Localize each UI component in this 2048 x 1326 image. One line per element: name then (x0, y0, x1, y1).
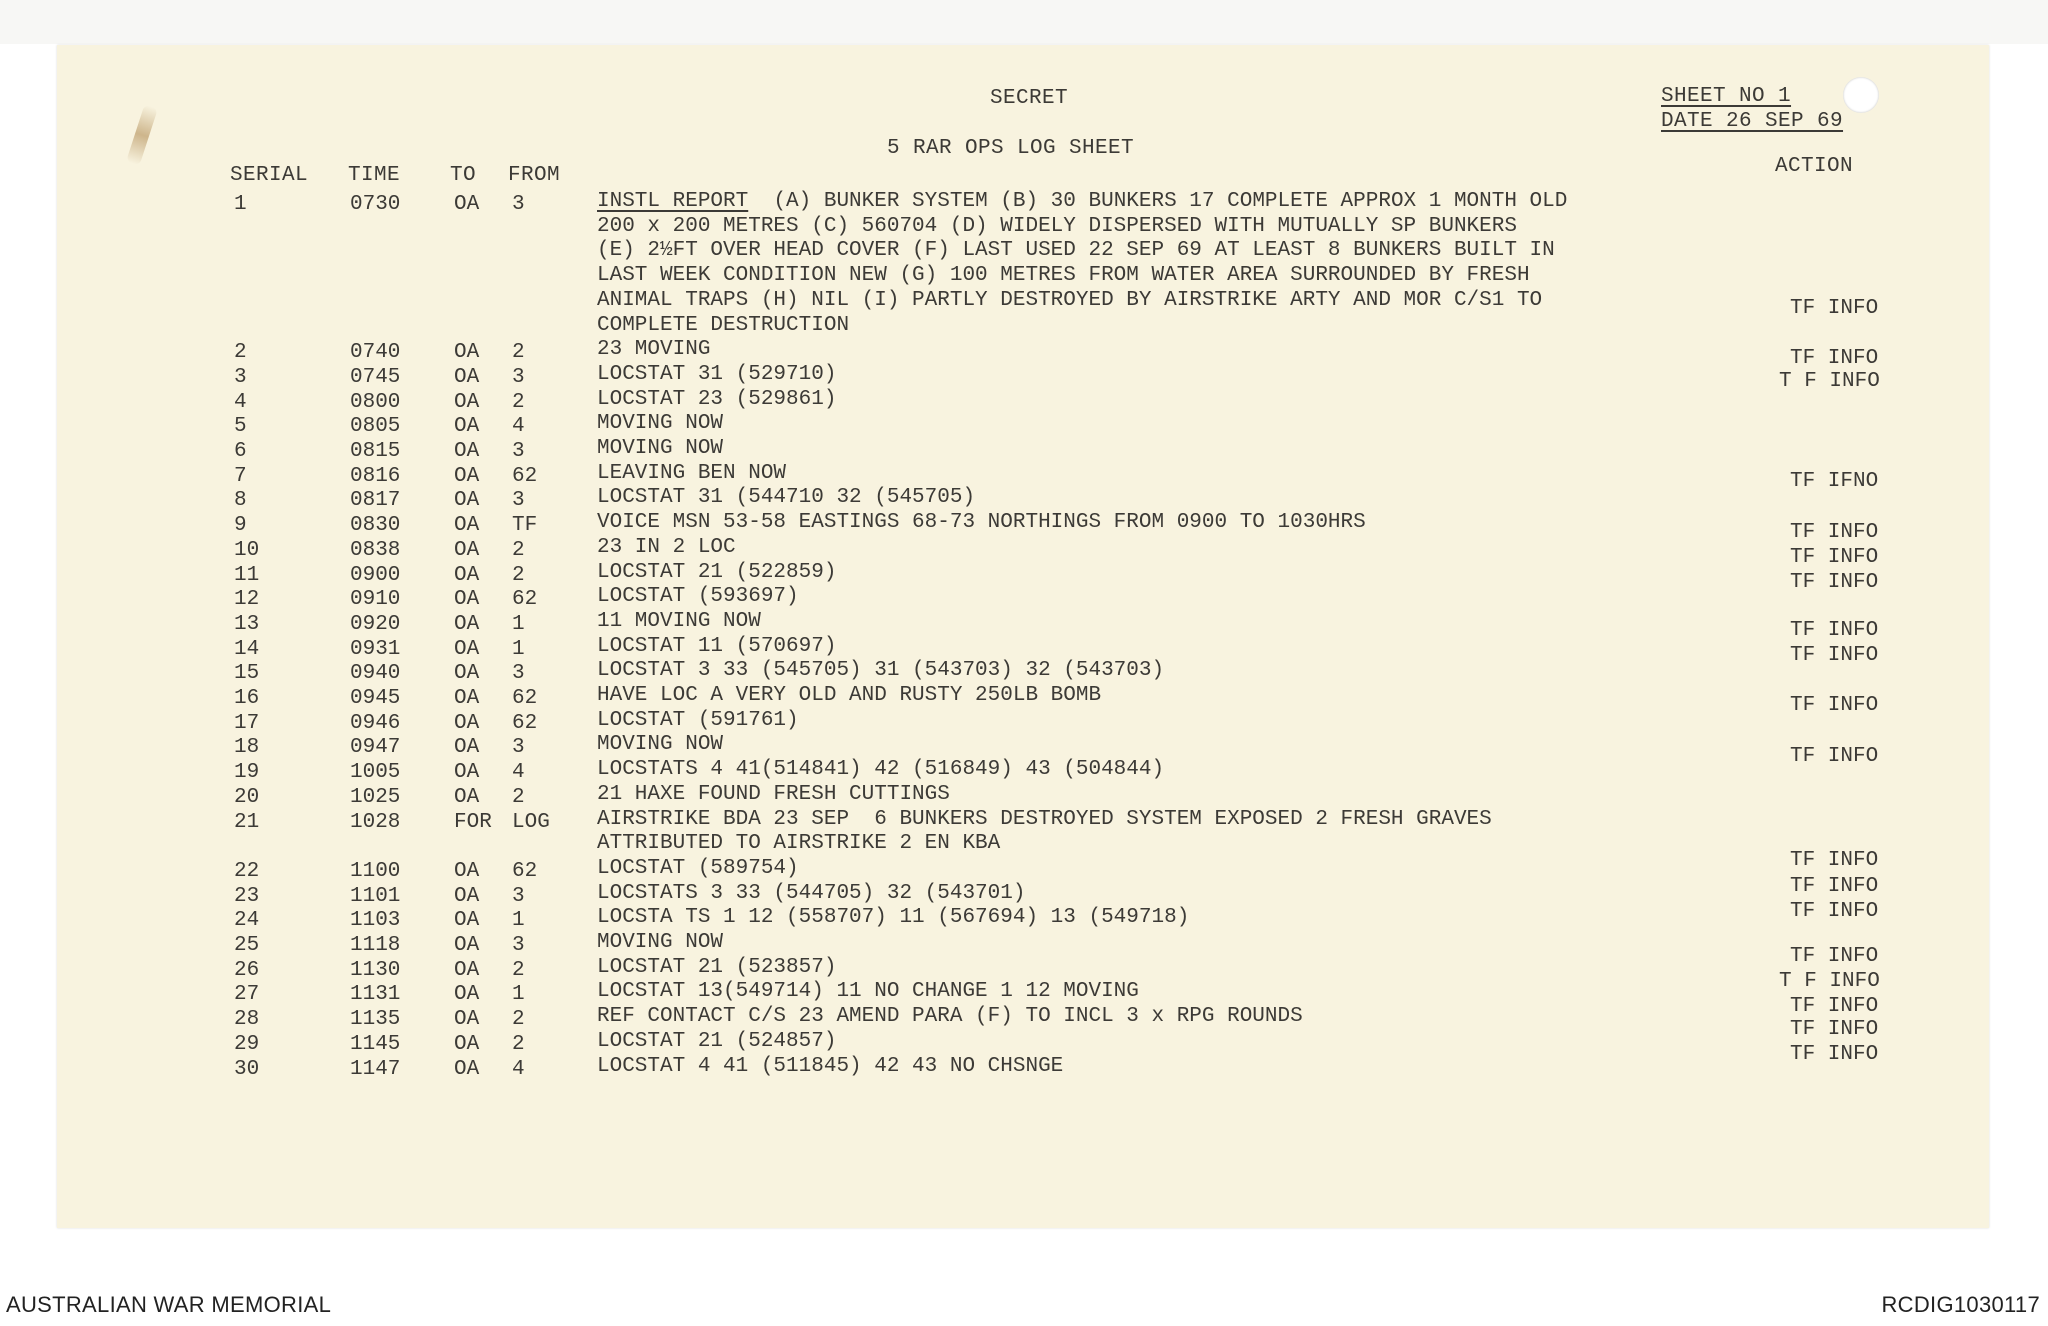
log-time: 0940 (350, 662, 401, 686)
log-from: 2 (512, 390, 525, 414)
log-message-line: 23 MOVING (597, 338, 711, 362)
log-time: 0945 (350, 687, 401, 710)
log-to: OA (454, 341, 480, 365)
log-message-line: HAVE LOC A VERY OLD AND RUSTY 250LB BOMB (597, 684, 1102, 707)
log-to: OA (454, 983, 480, 1007)
action-entry: TF INFO (1790, 297, 1879, 320)
log-serial: 6 (234, 440, 247, 463)
log-to: OA (454, 736, 480, 760)
log-serial: 26 (234, 958, 260, 982)
log-to: OA (454, 785, 480, 809)
log-from: 2 (512, 1008, 525, 1032)
log-serial: 2 (234, 341, 247, 365)
log-to: OA (454, 612, 480, 636)
log-message-line: (E) 2½FT OVER HEAD COVER (F) LAST USED 22 SEP 69 AT LEAST 8 BUNKERS BUILT IN (597, 239, 1555, 263)
log-to: OA (454, 415, 480, 439)
top-strip (0, 0, 2048, 44)
log-serial: 19 (234, 761, 260, 785)
log-to: OA (454, 489, 480, 513)
log-from: 3 (512, 365, 525, 389)
action-entry: TF INFO (1790, 619, 1879, 642)
log-to: OA (454, 1008, 480, 1032)
log-message-line: ANIMAL TRAPS (H) NIL (I) PARTLY DESTROYED BY AIRSTRIKE ARTY AND MOR C/S1 TO (597, 288, 1543, 312)
log-to: OA (454, 514, 480, 538)
log-message-line: LOCSTAT 11 (570697) (597, 634, 837, 658)
footer-institution: AUSTRALIAN WAR MEMORIAL (6, 1292, 332, 1317)
log-message-line: LOCSTAT 4 41 (511845) 42 43 NO CHSNGE (597, 1054, 1064, 1078)
log-from: 1 (512, 637, 525, 661)
log-serial: 4 (234, 390, 247, 414)
log-message-line: LAST WEEK CONDITION NEW (G) 100 METRES FROM WATER AREA SURROUNDED BY FRESH (597, 264, 1530, 288)
log-sheet-paper (57, 45, 1989, 1228)
log-from: 3 (512, 193, 525, 216)
document-title: 5 RAR OPS LOG SHEET (887, 137, 1135, 160)
action-entry: TF INFO (1790, 945, 1879, 968)
log-time: 0745 (350, 365, 401, 389)
log-message-line: MOVING NOW (597, 412, 724, 436)
log-from: 3 (512, 662, 525, 686)
log-serial: 5 (234, 415, 247, 439)
log-message-line: LOCSTAT 13(549714) 11 NO CHANGE 1 12 MOVING (597, 980, 1139, 1004)
action-entry: TF INFO (1790, 644, 1879, 667)
log-message-line: MOVING NOW (597, 437, 724, 460)
log-serial: 22 (234, 859, 260, 883)
log-from: 2 (512, 785, 525, 809)
log-message-line: LEAVING BEN NOW (597, 461, 787, 485)
log-to: OA (454, 588, 480, 612)
log-time: 1025 (350, 785, 401, 809)
log-from: 1 (512, 612, 525, 636)
log-time: 0817 (350, 489, 401, 513)
log-message-line: LOCSTA TS 1 12 (558707) 11 (567694) 13 (549718) (597, 906, 1190, 930)
log-serial: 8 (234, 489, 247, 513)
log-to: OA (454, 390, 480, 414)
log-to: OA (454, 1057, 480, 1081)
log-message-line: LOCSTAT 21 (522859) (597, 560, 837, 584)
log-to: OA (454, 884, 480, 908)
log-message-line: LOCSTAT (593697) (597, 585, 799, 609)
log-from: 62 (512, 588, 538, 612)
log-time: 0730 (350, 193, 401, 216)
log-serial: 16 (234, 687, 260, 710)
log-message-line: LOCSTAT (591761) (597, 708, 799, 732)
log-to: OA (454, 464, 480, 488)
log-message-line: ATTRIBUTED TO AIRSTRIKE 2 EN KBA (597, 832, 1001, 856)
log-serial: 18 (234, 736, 260, 760)
log-message-line: 11 MOVING NOW (597, 609, 761, 633)
log-time: 0800 (350, 390, 401, 414)
action-entry: TF INFO (1790, 1018, 1879, 1041)
action-entry: TF INFO (1790, 694, 1879, 717)
log-time: 1101 (350, 884, 401, 908)
log-message-line: 23 IN 2 LOC (597, 535, 736, 559)
log-serial: 23 (234, 884, 260, 908)
log-message-line: VOICE MSN 53-58 EASTINGS 68-73 NORTHINGS FROM 0900 TO 1030HRS (597, 511, 1366, 535)
log-serial: 3 (234, 365, 247, 389)
log-from: 1 (512, 983, 525, 1007)
log-time: 0805 (350, 415, 401, 439)
log-from: 1 (512, 909, 525, 933)
log-serial: 25 (234, 934, 260, 957)
log-message-line: LOCSTATS 4 41(514841) 42 (516849) 43 (504844) (597, 758, 1165, 782)
log-to: OA (454, 563, 480, 587)
log-serial: 20 (234, 785, 260, 809)
paper-stain (126, 104, 158, 165)
log-from: 62 (512, 711, 538, 735)
action-entry: TF INFO (1790, 521, 1879, 544)
col-header-time: TIME (348, 164, 401, 187)
log-serial: 27 (234, 983, 260, 1007)
log-message-line: LOCSTATS 3 33 (544705) 32 (543701) (597, 881, 1026, 905)
log-from: 3 (512, 736, 525, 760)
classification-heading: SECRET (990, 87, 1069, 110)
log-from: 62 (512, 687, 538, 710)
log-from: 4 (512, 761, 525, 785)
log-to: OA (454, 934, 480, 957)
log-message-line: 21 HAXE FOUND FRESH CUTTINGS (597, 782, 950, 806)
log-serial: 1 (234, 193, 247, 216)
log-message-line: LOCSTAT 31 (529710) (597, 362, 837, 386)
log-from: 2 (512, 538, 525, 562)
log-from: 2 (512, 563, 525, 587)
log-from: 2 (512, 958, 525, 982)
log-from: 4 (512, 415, 525, 439)
log-time: 0931 (350, 637, 401, 661)
log-from: 4 (512, 1057, 525, 1081)
log-time: 1028 (350, 810, 401, 834)
log-to: OA (454, 761, 480, 785)
log-message-line: REF CONTACT C/S 23 AMEND PARA (F) TO INCL 3 x RPG ROUNDS (597, 1005, 1303, 1029)
log-message-line: INSTL REPORT (A) BUNKER SYSTEM (B) 30 BUNKERS 17 COMPLETE APPROX 1 MONTH OLD (597, 190, 1568, 213)
log-time: 1100 (350, 859, 401, 883)
log-serial: 24 (234, 909, 260, 933)
log-from: 62 (512, 859, 538, 883)
log-time: 1131 (350, 983, 401, 1007)
log-message-line: AIRSTRIKE BDA 23 SEP 6 BUNKERS DESTROYED SYSTEM EXPOSED 2 FRESH GRAVES (597, 807, 1492, 831)
log-time: 1103 (350, 909, 401, 933)
log-to: OA (454, 711, 480, 735)
log-time: 0946 (350, 711, 401, 735)
action-entry: T F INFO (1779, 370, 1880, 393)
action-entry: TF INFO (1790, 875, 1879, 898)
col-header-serial: SERIAL (230, 164, 309, 187)
log-from: 2 (512, 341, 525, 365)
log-to: OA (454, 193, 480, 216)
log-time: 0830 (350, 514, 401, 538)
sheet-date: DATE 26 SEP 69 (1661, 110, 1844, 133)
col-header-action: ACTION (1775, 155, 1854, 178)
action-entry: TF INFO (1790, 745, 1879, 768)
log-serial: 10 (234, 538, 260, 562)
action-entry: TF INFO (1790, 546, 1879, 569)
log-serial: 28 (234, 1008, 260, 1032)
log-serial: 17 (234, 711, 260, 735)
log-serial: 12 (234, 588, 260, 612)
log-to: FOR (454, 810, 492, 834)
log-time: 0920 (350, 612, 401, 636)
action-entry: TF INFO (1790, 1043, 1879, 1066)
log-time: 0947 (350, 736, 401, 760)
log-time: 1130 (350, 958, 401, 982)
log-to: OA (454, 662, 480, 686)
log-to: OA (454, 687, 480, 710)
log-time: 1147 (350, 1057, 401, 1081)
log-to: OA (454, 440, 480, 463)
log-from: 3 (512, 934, 525, 957)
sheet-number: SHEET NO 1 (1661, 85, 1792, 108)
log-to: OA (454, 909, 480, 933)
log-serial: 11 (234, 563, 260, 587)
log-from: 3 (512, 440, 525, 463)
action-entry: TF INFO (1790, 571, 1879, 594)
col-header-to: TO (450, 164, 477, 187)
log-to: OA (454, 958, 480, 982)
log-from: 3 (512, 884, 525, 908)
log-serial: 9 (234, 514, 247, 538)
log-serial: 30 (234, 1057, 260, 1081)
log-serial: 13 (234, 612, 260, 636)
log-message-line: LOCSTAT 23 (529861) (597, 387, 837, 411)
log-to: OA (454, 1032, 480, 1056)
log-serial: 7 (234, 464, 247, 488)
log-message-line: COMPLETE DESTRUCTION (597, 313, 850, 337)
log-time: 0838 (350, 538, 401, 562)
log-time: 0816 (350, 464, 401, 488)
log-time: 0815 (350, 440, 401, 463)
log-serial: 15 (234, 662, 260, 686)
log-time: 1135 (350, 1008, 401, 1032)
log-from: LOG (512, 810, 550, 834)
log-message-line: LOCSTAT 21 (524857) (597, 1029, 837, 1053)
log-to: OA (454, 637, 480, 661)
log-from: 62 (512, 464, 538, 488)
log-message-line: LOCSTAT 3 33 (545705) 31 (543703) 32 (543703) (597, 659, 1165, 683)
log-message-line: 200 x 200 METRES (C) 560704 (D) WIDELY DISPERSED WITH MUTUALLY SP BUNKERS (597, 214, 1517, 238)
action-entry: TF INFO (1790, 995, 1879, 1018)
footer-record-id: RCDIG1030117 (1881, 1292, 2040, 1317)
log-time: 1118 (350, 934, 401, 957)
log-serial: 29 (234, 1032, 260, 1056)
log-serial: 21 (234, 810, 260, 834)
log-serial: 14 (234, 637, 260, 661)
log-time: 1005 (350, 761, 401, 785)
log-from: 3 (512, 489, 525, 513)
log-from: TF (512, 514, 538, 538)
log-message-line: MOVING NOW (597, 733, 724, 757)
log-to: OA (454, 538, 480, 562)
log-message-line: MOVING NOW (597, 931, 724, 954)
action-entry: TF IFNO (1790, 470, 1879, 493)
log-time: 0740 (350, 341, 401, 365)
action-entry: TF INFO (1790, 347, 1879, 370)
log-time: 0910 (350, 588, 401, 612)
log-time: 0900 (350, 563, 401, 587)
punch-hole (1843, 77, 1879, 113)
log-message-line: LOCSTAT (589754) (597, 856, 799, 880)
action-entry: T F INFO (1779, 970, 1880, 993)
action-entry: TF INFO (1790, 849, 1879, 872)
log-time: 1145 (350, 1032, 401, 1056)
log-message-line: LOCSTAT 31 (544710 32 (545705) (597, 486, 976, 510)
log-from: 2 (512, 1032, 525, 1056)
log-to: OA (454, 859, 480, 883)
log-message-line: LOCSTAT 21 (523857) (597, 955, 837, 979)
log-to: OA (454, 365, 480, 389)
action-entry: TF INFO (1790, 900, 1879, 923)
col-header-from: FROM (508, 164, 561, 187)
